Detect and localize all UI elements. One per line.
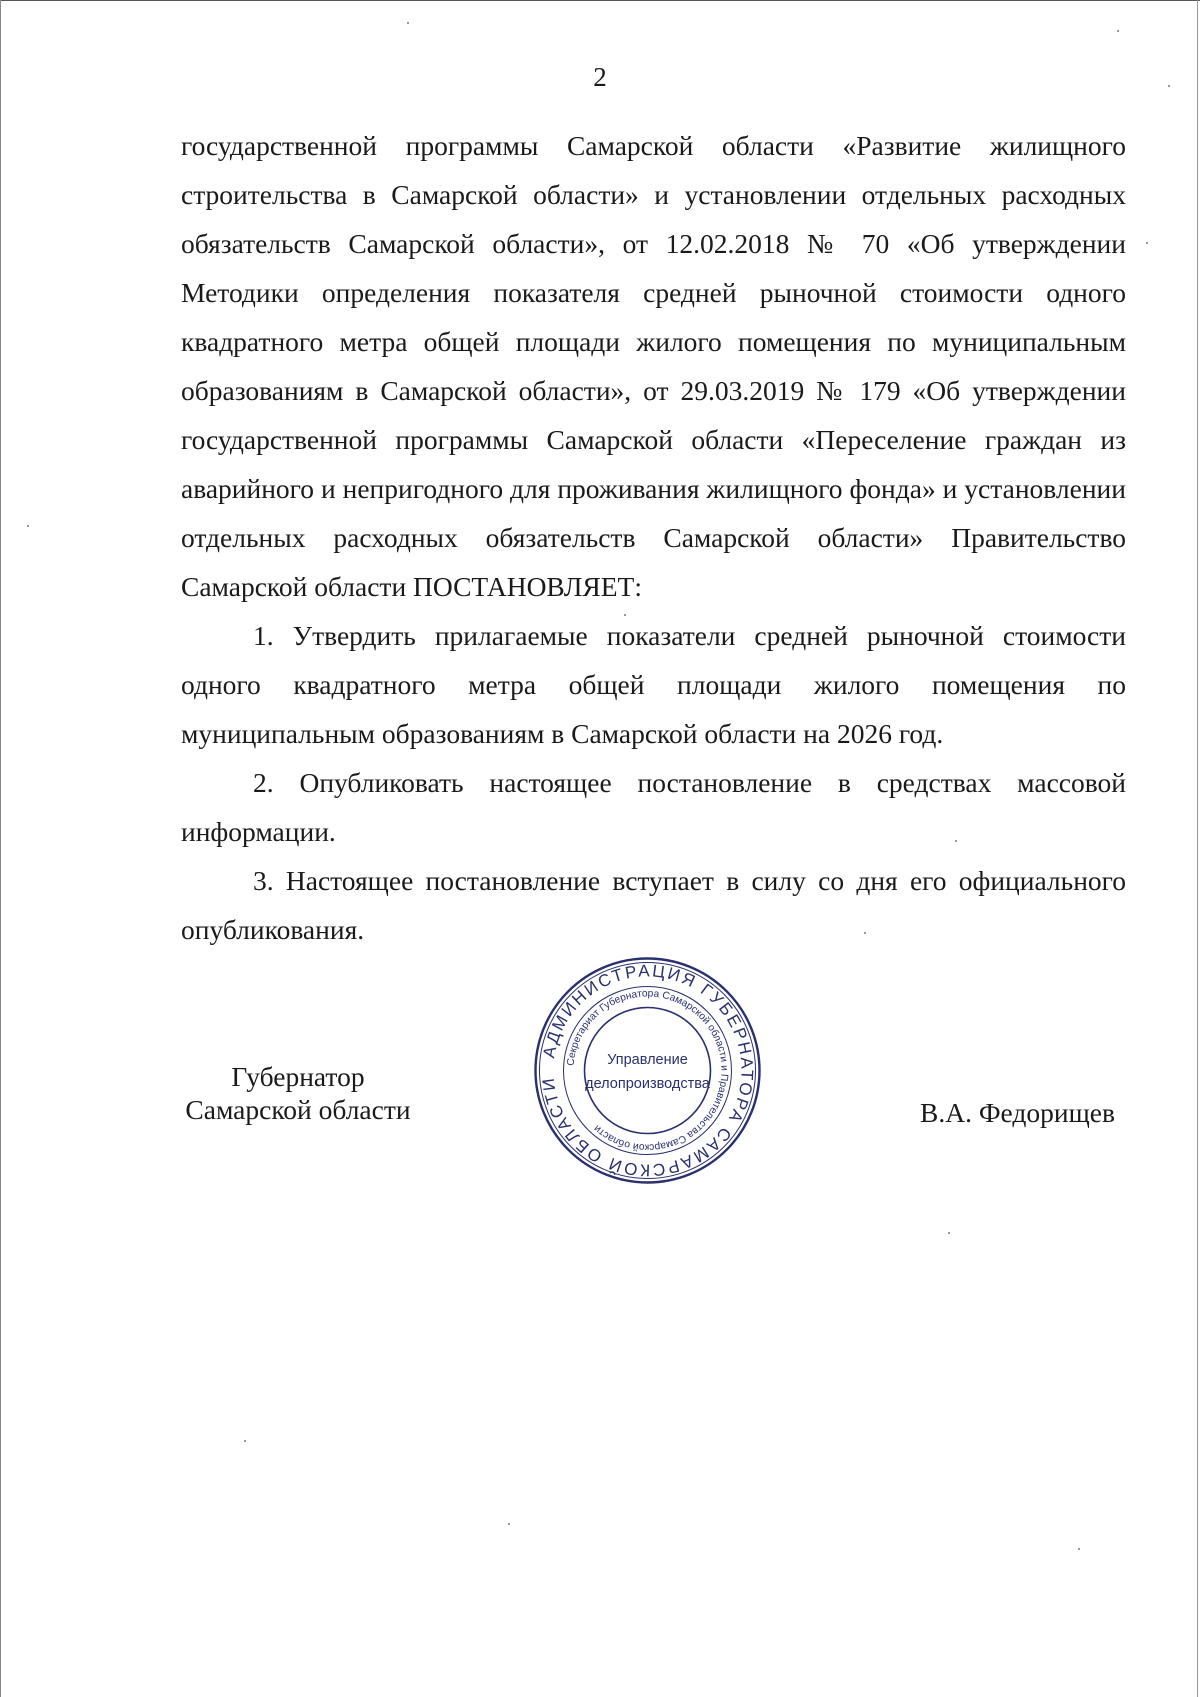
official-seal-stamp	[531, 954, 764, 1187]
scan-speck	[955, 840, 957, 842]
scan-speck	[407, 22, 409, 24]
seal-center-line-2: делопроизводства	[585, 1076, 710, 1092]
scan-speck	[624, 614, 626, 616]
scan-speck	[864, 932, 866, 934]
scan-speck	[508, 1523, 510, 1525]
scan-speck	[948, 1232, 950, 1234]
scan-speck	[1078, 1548, 1080, 1550]
resolution-item-2: 2. Опубликовать настоящее постановление в средствах массовой информации.	[181, 767, 1126, 847]
document-body	[181, 121, 1126, 954]
resolution-item-3: 3. Настоящее постановление вступает в силу со дня его официального опубликования.	[181, 865, 1126, 945]
scan-edge-right	[1197, 0, 1198, 1697]
seal-outer-text: АДМИНИСТРАЦИЯ ГУБЕРНАТОРА САМАРСКОЙ ОБЛАСТИ	[538, 961, 757, 1180]
signer-title	[178, 1060, 418, 1126]
page-number: 2	[593, 62, 607, 92]
scan-edge-top	[0, 0, 1200, 1]
resolution-item-1: 1. Утвердить прилагаемые показатели средней рыночной стоимости одного квадратного метра общей площади жилого помещения по муниципальным образованиям в Самарской области на 2026 год.	[181, 620, 1126, 749]
preamble-paragraph: государственной программы Самарской области «Развитие жилищного строительства в Самарской области» и установлении отдельных расходных обязательств Самарской области», от 12.02.2018 № 70 «Об утверждении Методики определения показателя средней рыночной стоимости одного квадратного метра общей площади жилого помещения по муниципальным образованиям в Самарской области», от 29.03.2019 № 179 «Об утверждении государственной программы Самарской области «Переселение граждан из аварийного и непригодного для проживания жилищного фонда» и установлении отдельных расходных обязательств Самарской области» Правительство Самарской области ПОСТАНОВЛЯЕТ:	[181, 130, 1126, 602]
scan-speck	[1117, 30, 1119, 32]
scan-speck	[1146, 242, 1148, 244]
seal-graphic	[531, 954, 764, 1187]
seal-inner-ring	[585, 1008, 711, 1134]
signer-title-line-1: Губернатор	[231, 1061, 365, 1092]
seal-inner-ring-text: Секретариат Губернатора Самарской области и Правительства Самарской области	[565, 988, 730, 1153]
signer-name: В.А. Федорищев	[920, 1097, 1115, 1128]
scan-edge-left	[0, 0, 1, 1697]
seal-center-line-1: Управление	[607, 1052, 688, 1068]
scan-speck	[244, 1440, 246, 1442]
signer-title-line-2: Самарской области	[185, 1094, 411, 1125]
seal-middle-ring	[564, 987, 732, 1155]
scan-speck	[27, 525, 29, 527]
scan-speck	[1168, 85, 1170, 87]
